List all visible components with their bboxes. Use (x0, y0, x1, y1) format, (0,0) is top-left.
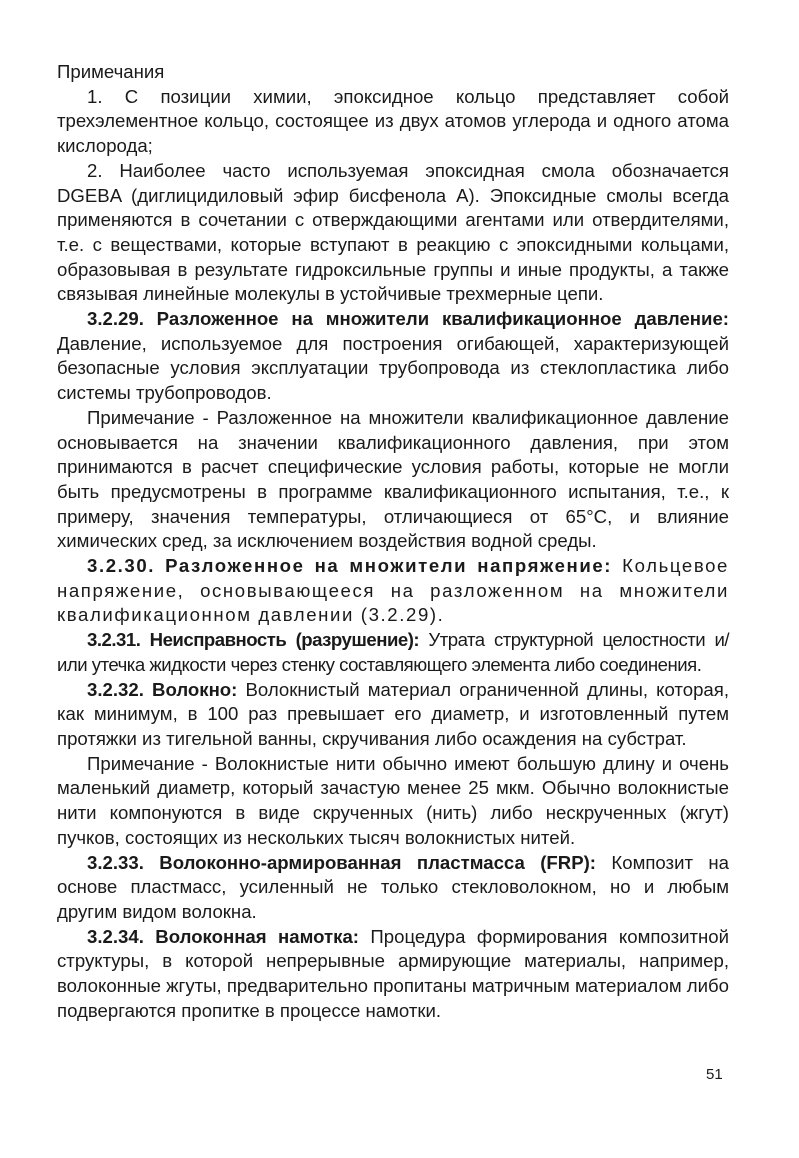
document-page (57, 60, 729, 1023)
definition-3-2-30 (57, 554, 729, 628)
definition-note: Примечание - Волокнистые нити обычно имеют большую длину и очень маленький диаметр, который зачастую менее 25 мкм. Обычно волокнистые нити компонуются в виде скрученных (нить) либо нескрученных (жгут) пучков, состоящих из нескольких тысяч волокнистых нитей. (57, 752, 729, 848)
definition-term: 3.2.34. Волоконная намотка: (87, 925, 359, 947)
definition-3-2-29 (57, 307, 729, 406)
definition-text: Процедура формирования композитной структуры, в которой непрерывные армирующие материалы, например, волоконные жгуты, предварительно пропитаны матричным материалом либо подвергаются пропитке в процессе намотки. (57, 925, 729, 1021)
definition-note: Примечание - Разложенное на множители квалификационное давление основывается на значении квалификационного давления, при этом принимаются в расчет специфические условия работы, которые не могли быть предусмотрены в программе квалификационного испытания, т.е., к примеру, значения температуры, отличающиеся от 65°С, и влияние химических сред, за исключением воздействия водной среды. (57, 406, 729, 552)
definition-term: 3.2.29. Разложенное на множители квалификационное давление: (87, 308, 729, 330)
definition-3-2-31 (57, 628, 729, 677)
definition-text: Давление, используемое для построения огибающей, характеризующей безопасные условия эксплуатации трубопровода из стеклопластика либо системы трубопроводов. (57, 332, 729, 404)
definition-term: 3.2.30. Разложенное на множители напряжение: (87, 555, 613, 577)
definition-3-2-33 (57, 851, 729, 925)
definition-text: Композит на основе пластмасс, усиленный не только стекловолокном, но и любым другим видом волокна. (57, 851, 729, 922)
definition-text: Волокнистый материал ограниченной длины, которая, как минимум, в 100 раз превышает его диаметр, и изготовленный путем протяжки из тигельной ванны, скручивания либо осаждения на субстрат. (57, 678, 729, 749)
definition-term: 3.2.31. Неисправность (разрушение): (87, 629, 420, 651)
note-item-2: 2. Наиболее часто используемая эпоксидная смола обозначается DGEBA (диглицидиловый эфир бисфенола А). Эпоксидные смолы всегда применяются в сочетании с отверждающими агентами или отвердителями, т.е. с веществами, которые вступают в реакцию с эпоксидными кольцами, образовывая в результате гидроксильные группы и иные продукты, а также связывая линейные молекулы в устойчивые трехмерные цепи. (57, 159, 729, 305)
page-number: 51 (706, 1066, 723, 1083)
definition-text: Кольцевое напряжение, основывающееся на разложенном на множители квалификационном давлении (3.2.29). (57, 555, 729, 626)
definition-term: 3.2.32. Волокно: (87, 678, 238, 700)
definition-3-2-34 (57, 925, 729, 1024)
definition-text: Утрата структурной целостности и/или утечка жидкости через стенку составляющего элемента либо соединения. (57, 629, 729, 675)
note-item-1: 1. С позиции химии, эпоксидное кольцо представляет собой трехэлементное кольцо, состоящее из двух атомов углерода и одного атома кислорода; (57, 85, 729, 157)
notes-heading: Примечания (57, 61, 165, 82)
definition-term: 3.2.33. Волоконно-армированная пластмасса (FRP): (87, 851, 596, 873)
definition-3-2-32 (57, 678, 729, 752)
